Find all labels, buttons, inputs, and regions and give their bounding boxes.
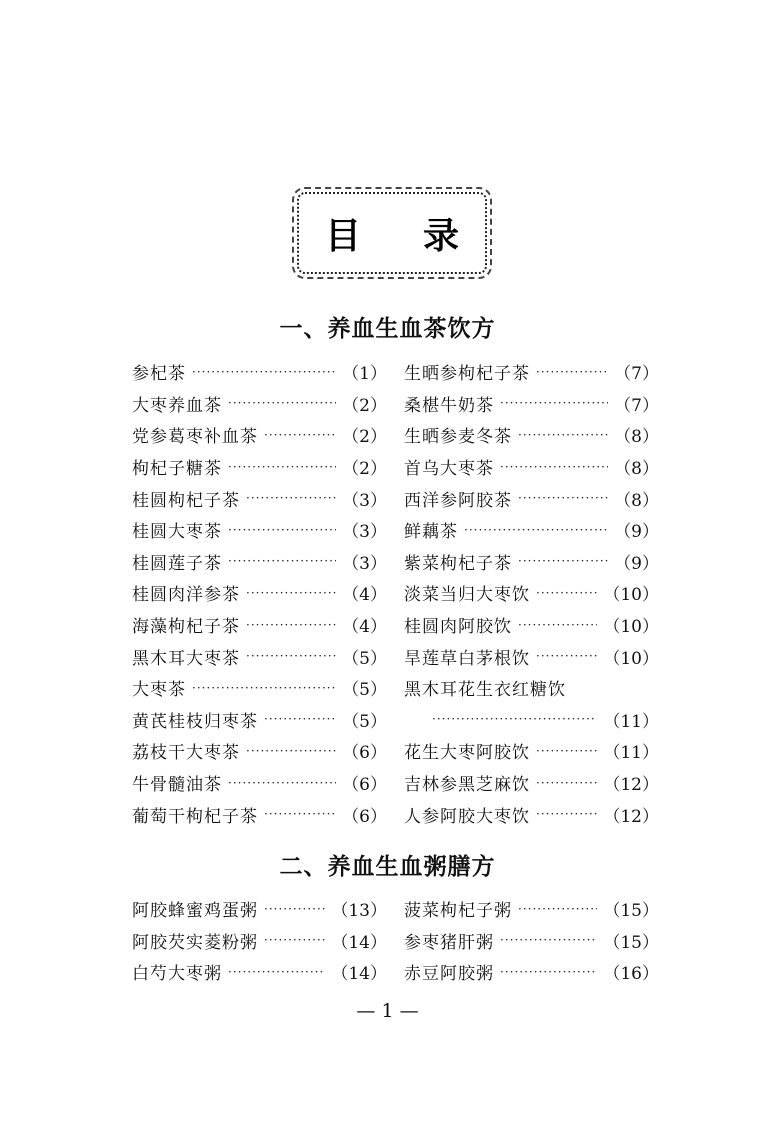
toc-entry-page: （2） — [342, 427, 387, 448]
toc-entry[interactable] — [132, 577, 387, 609]
toc-entry-page: （6） — [342, 775, 387, 796]
dot-leader — [246, 744, 336, 758]
dot-leader — [228, 396, 336, 410]
toc-entry-title: 桑椹牛奶茶 — [404, 395, 494, 416]
dot-leader — [536, 365, 608, 379]
section-2-left-column — [132, 893, 387, 988]
dot-leader — [536, 776, 597, 790]
section-title-2: 二、养血生血粥膳方 — [279, 854, 496, 880]
toc-entry-title: 黑木耳花生衣红糖饮 — [404, 680, 566, 701]
toc-entry-title: 西洋参阿胶茶 — [404, 490, 512, 511]
toc-entry-page: （6） — [342, 806, 387, 827]
dot-leader — [228, 523, 336, 537]
toc-entry-page: （8） — [614, 427, 659, 448]
toc-entry-title: 生晒参麦冬茶 — [404, 427, 512, 448]
toc-entry[interactable] — [404, 451, 659, 483]
toc-entry[interactable] — [404, 767, 659, 799]
toc-entry[interactable] — [132, 514, 387, 546]
toc-entry-page: （13） — [331, 901, 387, 922]
dot-leader — [264, 428, 336, 442]
toc-entry[interactable] — [404, 419, 659, 451]
dot-leader — [264, 712, 336, 726]
dot-leader — [192, 365, 336, 379]
dot-leader — [500, 396, 608, 410]
dot-leader — [264, 807, 336, 821]
section-title-1: 一、养血生血茶饮方 — [279, 316, 496, 342]
dot-leader — [536, 807, 597, 821]
dot-leader — [518, 618, 597, 632]
toc-entry[interactable] — [404, 798, 659, 830]
toc-entry[interactable] — [132, 609, 387, 641]
toc-entry-title: 阿胶蜂蜜鸡蛋粥 — [132, 901, 258, 922]
toc-entry-page: （2） — [342, 395, 387, 416]
toc-entry-title: 紫菜枸杞子茶 — [404, 553, 512, 574]
toc-entry-title: 桂圆莲子茶 — [132, 553, 222, 574]
dot-leader — [500, 460, 608, 474]
toc-entry[interactable] — [132, 451, 387, 483]
toc-entry[interactable] — [404, 609, 659, 641]
dot-leader — [228, 554, 336, 568]
toc-entry-title: 菠菜枸杞子粥 — [404, 901, 512, 922]
toc-title-char-1: 目 — [325, 215, 362, 257]
toc-entry-page: （9） — [614, 522, 659, 543]
toc-entry-title: 牛骨髓油茶 — [132, 775, 222, 796]
dot-leader — [246, 649, 336, 663]
toc-entry-title: 生晒参枸杞子茶 — [404, 364, 530, 385]
toc-entry-page: （8） — [614, 459, 659, 480]
toc-entry[interactable] — [404, 514, 659, 546]
toc-entry-page: （7） — [614, 364, 659, 385]
toc-entry-page: （5） — [342, 711, 387, 732]
toc-entry[interactable] — [132, 956, 387, 988]
toc-title-char-2: 录 — [422, 215, 459, 257]
toc-entry-title: 赤豆阿胶粥 — [404, 964, 494, 985]
toc-entry-page: （14） — [331, 964, 387, 985]
toc-entry-page: （8） — [614, 490, 659, 511]
dot-leader — [536, 586, 597, 600]
toc-entry-title: 阿胶芡实菱粉粥 — [132, 932, 258, 953]
toc-entry-title: 荔枝干大枣茶 — [132, 743, 240, 764]
toc-entry-title: 吉林参黑芝麻饮 — [404, 775, 530, 796]
toc-entry-title: 桂圆肉阿胶饮 — [404, 617, 512, 638]
toc-entry-page: （4） — [342, 617, 387, 638]
toc-entry[interactable] — [404, 893, 659, 925]
toc-entry[interactable] — [404, 640, 659, 672]
toc-entry[interactable] — [404, 577, 659, 609]
toc-entry-title: 淡菜当归大枣饮 — [404, 585, 530, 606]
toc-entry[interactable] — [404, 356, 659, 388]
toc-entry-title: 参杞茶 — [132, 364, 186, 385]
toc-entry[interactable] — [404, 672, 659, 704]
toc-entry[interactable] — [404, 925, 659, 957]
section-1-right-column — [404, 356, 659, 830]
toc-entry[interactable] — [132, 482, 387, 514]
dot-leader — [536, 744, 597, 758]
dot-leader — [246, 586, 336, 600]
toc-entry[interactable] — [132, 388, 387, 420]
toc-entry-page: （3） — [342, 522, 387, 543]
toc-entry-page: （6） — [342, 743, 387, 764]
dot-leader — [518, 554, 608, 568]
toc-entry-page: （10） — [603, 617, 659, 638]
toc-entry-page: （5） — [342, 648, 387, 669]
dot-leader — [432, 712, 597, 726]
toc-entry[interactable] — [132, 356, 387, 388]
toc-entry[interactable] — [404, 482, 659, 514]
toc-entry-title: 首乌大枣茶 — [404, 459, 494, 480]
toc-title-box — [297, 192, 487, 274]
toc-entry[interactable] — [132, 419, 387, 451]
toc-entry[interactable] — [132, 767, 387, 799]
toc-entry[interactable] — [404, 956, 659, 988]
dot-leader — [228, 460, 336, 474]
dot-leader — [500, 965, 597, 979]
toc-entry-title: 桂圆枸杞子茶 — [132, 490, 240, 511]
toc-entry-page: （15） — [603, 901, 659, 922]
toc-entry-title: 黑木耳大枣茶 — [132, 648, 240, 669]
toc-entry-title: 人参阿胶大枣饮 — [404, 806, 530, 827]
dot-leader — [536, 649, 597, 663]
toc-entry-page: （11） — [603, 743, 659, 764]
toc-entry-page: （10） — [603, 648, 659, 669]
toc-entry-page: （12） — [603, 775, 659, 796]
toc-entry-title: 参枣猪肝粥 — [404, 932, 494, 953]
section-1-left-column — [132, 356, 387, 830]
toc-entry[interactable] — [132, 672, 387, 704]
toc-entry-page: （10） — [603, 585, 659, 606]
toc-entry-title: 桂圆肉洋参茶 — [132, 585, 240, 606]
toc-entry[interactable] — [132, 640, 387, 672]
toc-entry-title: 桂圆大枣茶 — [132, 522, 222, 543]
toc-entry-page: （3） — [342, 553, 387, 574]
toc-entry-title: 白芍大枣粥 — [132, 964, 222, 985]
toc-entry-page: （3） — [342, 490, 387, 511]
dot-leader — [246, 491, 336, 505]
toc-entry-page: （5） — [342, 680, 387, 701]
toc-entry-page: （7） — [614, 395, 659, 416]
page-number: — 1 — — [356, 1000, 419, 1022]
toc-entry[interactable] — [404, 546, 659, 578]
dot-leader — [264, 933, 325, 947]
toc-entry[interactable] — [132, 893, 387, 925]
toc-entry-title: 枸杞子糖茶 — [132, 459, 222, 480]
toc-entry[interactable] — [132, 735, 387, 767]
dot-leader — [518, 902, 597, 916]
toc-entry[interactable] — [404, 388, 659, 420]
dot-leader — [192, 681, 336, 695]
dot-leader — [228, 776, 336, 790]
toc-entry-page: （16） — [603, 964, 659, 985]
toc-entry-title: 黄芪桂枝归枣茶 — [132, 711, 258, 732]
toc-entry-page: （12） — [603, 806, 659, 827]
toc-entry-title: 大枣茶 — [132, 680, 186, 701]
toc-entry-page: （14） — [331, 932, 387, 953]
dot-leader — [228, 965, 325, 979]
dot-leader — [500, 933, 597, 947]
toc-entry[interactable] — [132, 798, 387, 830]
toc-entry[interactable] — [132, 704, 387, 736]
dot-leader — [464, 523, 608, 537]
dot-leader — [246, 618, 336, 632]
toc-entry-title: 海藻枸杞子茶 — [132, 617, 240, 638]
toc-entry-page: （9） — [614, 553, 659, 574]
toc-entry-page: （1） — [342, 364, 387, 385]
toc-entry[interactable] — [404, 704, 659, 736]
toc-entry-title: 花生大枣阿胶饮 — [404, 743, 530, 764]
section-2-right-column — [404, 893, 659, 988]
dot-leader — [264, 902, 325, 916]
dot-leader — [518, 428, 608, 442]
toc-entry-page: （11） — [603, 711, 659, 732]
toc-entry-page: （15） — [603, 932, 659, 953]
toc-entry-page: （4） — [342, 585, 387, 606]
toc-entry[interactable] — [132, 546, 387, 578]
toc-entry[interactable] — [132, 925, 387, 957]
toc-entry-title: 鲜藕茶 — [404, 522, 458, 543]
toc-entry-title: 党参葛枣补血茶 — [132, 427, 258, 448]
toc-entry-page: （2） — [342, 459, 387, 480]
dot-leader — [518, 491, 608, 505]
toc-entry-title: 旱莲草白茅根饮 — [404, 648, 530, 669]
toc-entry[interactable] — [404, 735, 659, 767]
toc-entry-title: 葡萄干枸杞子茶 — [132, 806, 258, 827]
toc-entry-title: 大枣养血茶 — [132, 395, 222, 416]
